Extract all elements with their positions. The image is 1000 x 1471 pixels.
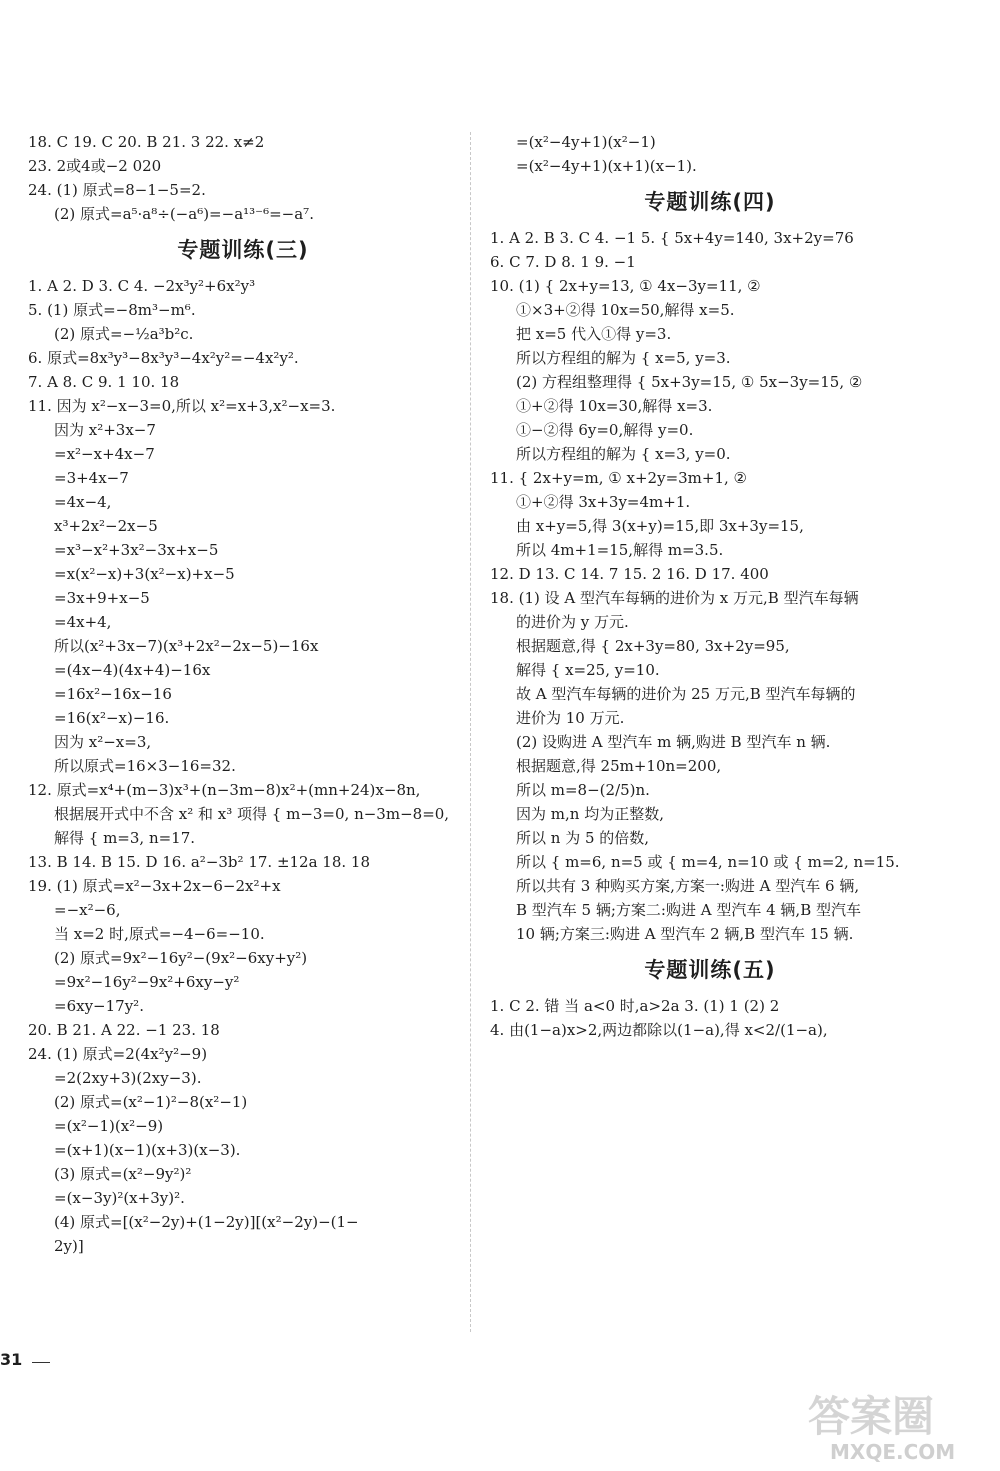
answer-line: 10 辆;方案三:购进 A 型汽车 2 辆,B 型汽车 15 辆. (516, 925, 854, 943)
answer-line: 的进价为 y 万元. (516, 613, 629, 631)
answer-line: (3) 原式=(x²−9y²)² (54, 1165, 192, 1183)
answer-line: x³+2x²−2x−5 (54, 517, 158, 535)
answer-line: 把 x=5 代入①得 y=3. (516, 325, 672, 343)
answer-line: 20. B 21. A 22. −1 23. 18 (28, 1021, 220, 1039)
answer-line: 7. A 8. C 9. 1 10. 18 (28, 373, 180, 391)
watermark-main-text: 答案圈 (808, 1392, 935, 1441)
answer-line: =6xy−17y². (54, 997, 144, 1015)
watermark-logo (800, 1385, 990, 1465)
answer-line: 因为 m,n 均为正整数, (516, 805, 664, 823)
answer-line: 24. (1) 原式=8−1−5=2. (28, 181, 206, 199)
answer-line: =(x²−4y+1)(x+1)(x−1). (516, 157, 697, 175)
answer-line: (2) 方程组整理得 { 5x+3y=15, ① 5x−3y=15, ② (516, 373, 863, 391)
page-number: 31 (0, 1350, 23, 1369)
answer-line: =3x+9+x−5 (54, 589, 150, 607)
answer-line: =x(x²−x)+3(x²−x)+x−5 (54, 565, 235, 583)
answer-line: =9x²−16y²−9x²+6xy−y² (54, 973, 240, 991)
answer-line: 所以原式=16×3−16=32. (54, 757, 236, 775)
answer-line: ①×3+②得 10x=50,解得 x=5. (516, 301, 735, 319)
answer-line: B 型汽车 5 辆;方案二:购进 A 型汽车 4 辆,B 型汽车 (516, 901, 861, 919)
answer-line: ①−②得 6y=0,解得 y=0. (516, 421, 694, 439)
answer-line: 根据题意,得 25m+10n=200, (516, 757, 722, 775)
answer-line: 6. 原式=8x³y³−8x³y³−4x²y²=−4x²y². (28, 349, 299, 367)
answer-line: 12. 原式=x⁴+(m−3)x³+(n−3m−8)x²+(mn+24)x−8n, (28, 781, 421, 799)
answer-line: 由 x+y=5,得 3(x+y)=15,即 3x+3y=15, (516, 517, 804, 535)
answer-line: =(4x−4)(4x+4)−16x (54, 661, 211, 679)
answer-line: =4x+4, (54, 613, 112, 631)
answer-line: 10. (1) { 2x+y=13, ① 4x−3y=11, ② (490, 277, 761, 295)
answer-line: 因为 x²+3x−7 (54, 421, 156, 439)
answer-line: 所以方程组的解为 { x=3, y=0. (516, 445, 731, 463)
answer-line: 所以 { m=6, n=5 或 { m=4, n=10 或 { m=2, n=15. (516, 853, 900, 871)
answer-line: 11. 因为 x²−x−3=0,所以 x²=x+3,x²−x=3. (28, 397, 336, 415)
answer-line: 故 A 型汽车每辆的进价为 25 万元,B 型汽车每辆的 (516, 685, 856, 703)
answer-line: ①+②得 10x=30,解得 x=3. (516, 397, 713, 415)
answer-line: (2) 原式=(x²−1)²−8(x²−1) (54, 1093, 248, 1111)
answer-line: =(x²−4y+1)(x²−1) (516, 133, 656, 151)
answer-line: =3+4x−7 (54, 469, 129, 487)
answer-line: 1. A 2. D 3. C 4. −2x³y²+6x²y³ (28, 277, 256, 295)
section-title: 专题训练(五) (644, 958, 776, 982)
answer-line: 进价为 10 万元. (516, 709, 625, 727)
answer-line: 所以(x²+3x−7)(x³+2x²−2x−5)−16x (54, 637, 319, 655)
right-column (490, 130, 930, 1042)
answer-line: 所以 m=8−(2/5)n. (516, 781, 650, 799)
answer-line: 6. C 7. D 8. 1 9. −1 (490, 253, 636, 271)
answer-line: ①+②得 3x+3y=4m+1. (516, 493, 691, 511)
answer-line: 解得 { m=3, n=17. (54, 829, 196, 847)
left-column (28, 130, 458, 1258)
answer-line: 11. { 2x+y=m, ① x+2y=3m+1, ② (490, 469, 747, 487)
answer-line: 所以 4m+1=15,解得 m=3.5. (516, 541, 724, 559)
answer-line: =x²−x+4x−7 (54, 445, 155, 463)
answer-line: 12. D 13. C 14. 7 15. 2 16. D 17. 400 (490, 565, 769, 583)
answer-line: (2) 原式=−½a³b²c. (54, 325, 194, 343)
answer-line: 2y)] (54, 1237, 84, 1255)
answer-line: (2) 设购进 A 型汽车 m 辆,购进 B 型汽车 n 辆. (516, 733, 831, 751)
answer-line: 当 x=2 时,原式=−4−6=−10. (54, 925, 265, 943)
answer-line: 4. 由(1−a)x>2,两边都除以(1−a),得 x<2/(1−a), (490, 1021, 828, 1039)
answer-line: 1. C 2. 错 当 a<0 时,a>2a 3. (1) 1 (2) 2 (490, 997, 780, 1015)
answer-line: 根据展开式中不含 x² 和 x³ 项得 { m−3=0, n−3m−8=0, (54, 805, 450, 823)
answer-line: (2) 原式=a⁵·a⁸÷(−a⁶)=−a¹³⁻⁶=−a⁷. (54, 205, 314, 223)
answer-line: 13. B 14. B 15. D 16. a²−3b² 17. ±12a 18. 18 (28, 853, 371, 871)
answer-line: 所以方程组的解为 { x=5, y=3. (516, 349, 731, 367)
answer-line: 23. 2或4或−2 020 (28, 157, 162, 175)
answer-line: 所以共有 3 种购买方案,方案一:购进 A 型汽车 6 辆, (516, 877, 860, 895)
answer-line: 5. (1) 原式=−8m³−m⁶. (28, 301, 196, 319)
answer-line: =(x+1)(x−1)(x+3)(x−3). (54, 1141, 241, 1159)
watermark-sub-text: MXQE.COM (830, 1440, 956, 1464)
answer-line: =(x−3y)²(x+3y)². (54, 1189, 185, 1207)
answer-line: (2) 原式=9x²−16y²−(9x²−6xy+y²) (54, 949, 308, 967)
page-number-rule (32, 1362, 50, 1363)
answer-line: 18. (1) 设 A 型汽车每辆的进价为 x 万元,B 型汽车每辆 (490, 589, 859, 607)
answer-line: =2(2xy+3)(2xy−3). (54, 1069, 202, 1087)
answer-line: =16(x²−x)−16. (54, 709, 170, 727)
answer-line: =(x²−1)(x²−9) (54, 1117, 164, 1135)
answer-line: 1. A 2. B 3. C 4. −1 5. { 5x+4y=140, 3x+2y=76 (490, 229, 854, 247)
answer-line: 18. C 19. C 20. B 21. 3 22. x≠2 (28, 133, 265, 151)
answer-line: =4x−4, (54, 493, 112, 511)
answer-line: =x³−x²+3x²−3x+x−5 (54, 541, 219, 559)
answer-line: =−x²−6, (54, 901, 121, 919)
column-divider (470, 132, 471, 1332)
answer-line: =16x²−16x−16 (54, 685, 172, 703)
answer-line: 根据题意,得 { 2x+3y=80, 3x+2y=95, (516, 637, 790, 655)
answer-line: 24. (1) 原式=2(4x²y²−9) (28, 1045, 208, 1063)
section-title: 专题训练(四) (644, 190, 776, 214)
answer-line: 解得 { x=25, y=10. (516, 661, 660, 679)
answer-line: (4) 原式=[(x²−2y)+(1−2y)][(x²−2y)−(1− (54, 1213, 359, 1231)
section-title: 专题训练(三) (177, 238, 309, 262)
answer-line: 所以 n 为 5 的倍数, (516, 829, 650, 847)
answer-line: 因为 x²−x=3, (54, 733, 152, 751)
answer-line: 19. (1) 原式=x²−3x+2x−6−2x²+x (28, 877, 281, 895)
